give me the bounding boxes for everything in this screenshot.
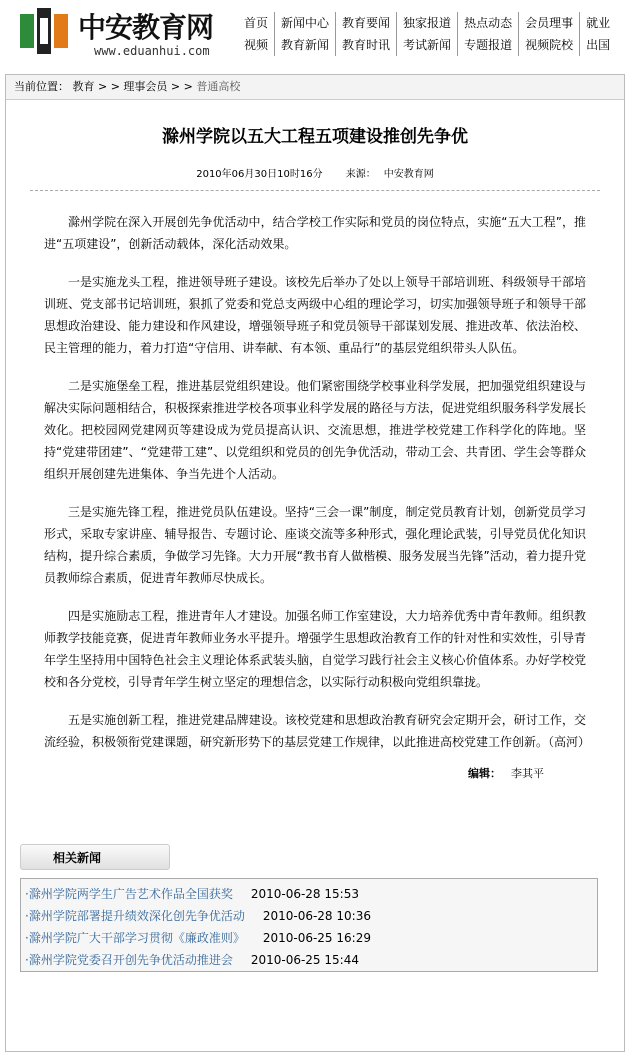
breadcrumb-current[interactable]: 普通高校: [196, 80, 241, 93]
paragraph: 三是实施先锋工程，推进党员队伍建设。坚持“三会一课”制度，制定党员教育计划，创新党员学习形式，采取专家讲座、辅导报告、专题讨论、座谈交流等多种形式，强化理论武装，引导党员优化知识结构，提升综合素质，争做学习先锋。大力开展“教书育人做楷模、服务发展当先锋”活动，着力提升党员教师综合素质，促进青年教师尽快成长。: [44, 505, 586, 585]
article-source: [346, 169, 434, 180]
nav-edu-bulletin[interactable]: 教育时讯: [335, 34, 396, 56]
article-date: 2010年06月30日10时16分: [196, 169, 323, 180]
nav-edu-news[interactable]: 教育新闻: [274, 34, 335, 56]
list-item: [25, 905, 597, 927]
nav-hot-news[interactable]: 热点动态: [457, 12, 518, 34]
paragraph: 二是实施堡垒工程，推进基层党组织建设。他们紧密围绕学校事业科学发展，把加强党组织建设与解决实际问题相结合，积极探索推进学校各项事业科学发展的路径与方法，促进党组织服务科学发展长效化。把校园网党建网页等建设成为党员提高认识、交流思想，推进学校党建工作科学化的阵地。坚持“党建带团建”、“党建带工建”、以党组织和党员的创先争优活动，带动工会、共青团、学生会等群众组织开展创建先进集体、争当先进个人活动。: [44, 379, 586, 481]
nav-study-abroad[interactable]: 出国: [579, 34, 616, 56]
related-date: 2010-06-25 15:44: [250, 953, 359, 967]
paragraph: 滁州学院在深入开展创先争优活动中，结合学校工作实际和党员的岗位特点，实施“五大工程”，推进“五项建设”，创新活动载体，深化活动效果。: [44, 215, 586, 251]
nav-row-1: [240, 12, 634, 34]
top-nav: [240, 12, 634, 56]
site-header: [0, 0, 634, 64]
article-title: 滁州学院以五大工程五项建设推创先争优: [162, 127, 468, 147]
paragraph: 四是实施励志工程，推进青年人才建设。加强名师工作室建设，大力培养优秀中青年教师。组织教师教学技能竞赛，促进青年教师业务水平提升。增强学生思想政治教育工作的针对性和实效性，引导青年学生坚持用中国特色社会主义理论体系武装头脑，自觉学习践行社会主义核心价值体系。办好学校党校和各分党校，引导青年学生树立坚定的理想信念，以实际行动积极向党组织靠拢。: [44, 609, 586, 689]
related-date: 2010-06-25 16:29: [262, 931, 371, 945]
nav-exam-news[interactable]: 考试新闻: [396, 34, 457, 56]
breadcrumb-label: 当前位置：: [14, 80, 69, 93]
article-body: [44, 211, 591, 753]
related-link[interactable]: ·滁州学院部署提升绩效深化创先争优活动: [25, 909, 245, 923]
logo-title: 中安教育网: [78, 11, 214, 44]
related-date: 2010-06-28 15:53: [250, 887, 359, 901]
nav-video[interactable]: 视频: [244, 38, 269, 52]
site-logo[interactable]: [18, 4, 228, 60]
title-divider: [30, 190, 600, 191]
nav-employment[interactable]: 就业: [579, 12, 616, 34]
related-link[interactable]: ·滁州学院党委召开创先争优活动推进会: [25, 953, 233, 967]
logo-mark-icon: [18, 6, 70, 56]
nav-exclusive[interactable]: 独家报道: [396, 12, 457, 34]
editor-name: 李其平: [511, 767, 544, 780]
nav-special-reports[interactable]: 专题报道: [457, 34, 518, 56]
editor-label: 编辑：: [468, 767, 501, 780]
related-date: 2010-06-28 10:36: [262, 909, 371, 923]
nav-edu-headlines[interactable]: 教育要闻: [335, 12, 396, 34]
article-meta: [6, 165, 624, 180]
paragraph: 五是实施创新工程，推进党建品牌建设。该校党建和思想政治教育研究会定期开会，研讨工作，交流经验，积极领衔党建课题，研究新形势下的基层党建工作规律，以此推进高校党建工作创新。（高河）: [44, 713, 591, 749]
nav-members[interactable]: 会员理事: [518, 12, 579, 34]
logo-url: www.eduanhui.com: [94, 44, 210, 58]
source-value: 中安教育网: [383, 169, 434, 180]
breadcrumb: [6, 75, 624, 100]
related-link[interactable]: ·滁州学院广大干部学习贯彻《廉政准则》: [25, 931, 245, 945]
nav-video-schools[interactable]: 视频院校: [518, 34, 579, 56]
list-item: [25, 949, 597, 971]
related-news-list: [20, 878, 598, 972]
article-editor: [6, 765, 544, 781]
list-item: [25, 883, 597, 905]
breadcrumb-path[interactable]: 教育 > > 理事会员 > >: [72, 80, 197, 93]
list-item: [25, 927, 597, 949]
source-label: 来源：: [345, 169, 376, 180]
nav-row-2: [240, 34, 634, 56]
related-link[interactable]: ·滁州学院两学生广告艺术作品全国获奖: [25, 887, 233, 901]
nav-home[interactable]: 首页: [244, 16, 269, 30]
paragraph: 一是实施龙头工程，推进领导班子建设。该校先后举办了处以上领导干部培训班、科级领导干部培训班、党支部书记培训班，狠抓了党委和党总支两级中心组的理论学习，切实加强领导班子和领导干部思想政治建设、能力建设和作风建设，增强领导班子和党员领导干部谋划发展、推进改革、依法治校、民主管理的能力，着力打造“守信用、讲奉献、有本领、重品行”的基层党组织带头人队伍。: [44, 275, 586, 355]
related-news-tab: 相关新闻: [20, 844, 170, 870]
nav-news-center[interactable]: 新闻中心: [274, 12, 335, 34]
